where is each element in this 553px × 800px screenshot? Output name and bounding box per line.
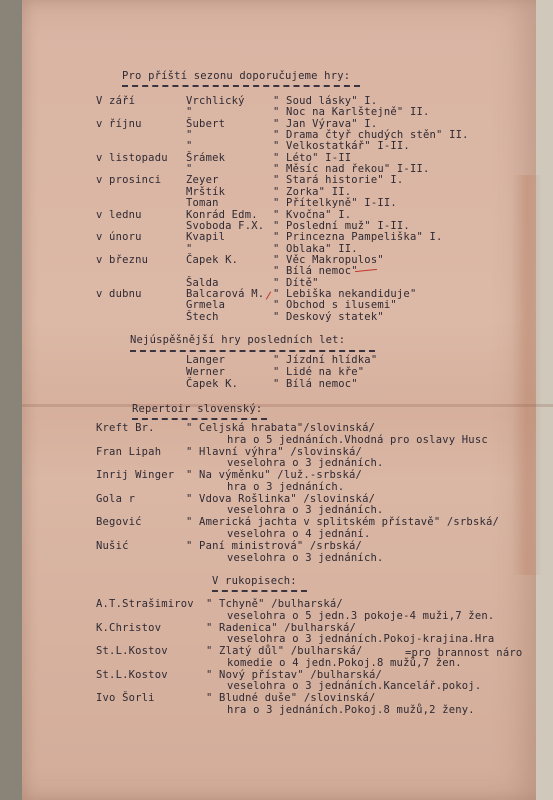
play-author: Šrámek [186, 152, 226, 164]
play-title: " Stará historie" I. [273, 174, 404, 186]
repertoire-author: Begović [96, 516, 142, 528]
repertoire-description: veselohra o 4 jednání. [227, 528, 371, 540]
play-author: Balcarová M. [186, 288, 265, 300]
section-heading: Pro příští sezonu doporučujeme hry: [122, 70, 351, 82]
play-title: " Jan Výrava" I. [273, 118, 378, 130]
manuscript-title: " Radenica" /bulharská/ [206, 622, 356, 634]
play-author: Svoboda F.X. [186, 220, 265, 232]
play-author: " [186, 163, 193, 175]
paper-fold [22, 404, 553, 407]
repertoire-title: " Vdova Rošlinka" /slovinská/ [186, 493, 376, 505]
manuscript-author: St.L.Kostov [96, 645, 168, 657]
play-title: " Soud lásky" I. [273, 95, 378, 107]
repertoire-title: " Celjská hrabata"/slovinská/ [186, 422, 376, 434]
play-title: " Bílá nemoc" [273, 265, 358, 277]
play-title: " Dítě" [273, 277, 319, 289]
play-author: Grmela [186, 299, 226, 311]
play-title: " Deskový statek" [273, 311, 384, 323]
success-title: " Jízdní hlídka" [273, 354, 378, 366]
manuscript-title: " Tchyně" /bulharská/ [206, 598, 343, 610]
manuscript-author: A.T.Strašimirov [96, 598, 194, 610]
play-month: v listopadu [96, 152, 168, 164]
play-author: Šubert [186, 118, 226, 130]
play-author: " [186, 243, 193, 255]
manuscript-description: veselohra o 5 jedn.3 pokoje-4 muži,7 žen. [227, 610, 495, 622]
play-title: " Věc Makropulos" [273, 254, 384, 266]
manuscript-author: Ivo Šorli [96, 692, 155, 704]
play-title: " Přítelkyně" I-II. [273, 197, 397, 209]
play-month: v dubnu [96, 288, 142, 300]
manuscript-description: hra o 3 jednáních.Pokoj.8 mužů,2 ženy. [227, 704, 475, 716]
play-author: Štech [186, 311, 219, 323]
play-author: Kvapil [186, 231, 226, 243]
play-title: " Zorka" II. [273, 186, 352, 198]
repertoire-description: veselohra o 3 jednáních. [227, 457, 384, 469]
manuscript-title: " Zlatý důl" /bulharská/ [206, 645, 363, 657]
play-title: " Obchod s ilusemi" [273, 299, 397, 311]
manuscript-title: " Nový přístav" /bulharská/ [206, 669, 383, 681]
success-title: " Lidé na kře" [273, 366, 365, 378]
success-underline [130, 350, 375, 352]
play-author: " [186, 129, 193, 141]
repertoire-author: Kreft Br. [96, 422, 155, 434]
repertoire-title: " Americká jachta v splitském přístavě" /srbská/ [186, 516, 500, 528]
manuscript-description: komedie o 4 jedn.Pokoj.8 mužů,7 žen. [227, 657, 462, 669]
success-author: Werner [186, 366, 226, 378]
manuscript-description: veselohra o 3 jednáních.Pokoj-krajina.Hra [227, 633, 495, 645]
play-month: v lednu [96, 209, 142, 221]
section-heading: Nejúspěšnější hry posledních let: [130, 334, 346, 346]
success-title: " Bílá nemoc" [273, 378, 358, 390]
repertoire-title: " Paní ministrová" /srbská/ [186, 540, 363, 552]
play-title: " Drama čtyř chudých stěn" II. [273, 129, 469, 141]
repertoire-description: hra o 3 jednáních. [227, 481, 345, 493]
play-month: v březnu [96, 254, 149, 266]
manuscript-title: " Bludné duše" /slovinská/ [206, 692, 376, 704]
play-author: Šalda [186, 277, 219, 289]
success-author: Langer [186, 354, 226, 366]
play-author: " [186, 106, 193, 118]
play-title: " Léto" I-II [273, 152, 352, 164]
play-month: v říjnu [96, 118, 142, 130]
play-author: " [186, 140, 193, 152]
play-title: " Kvočna" I. [273, 209, 352, 221]
play-author: Zeyer [186, 174, 219, 186]
play-author: Vrchlický [186, 95, 245, 107]
play-title: " Lebiška nekandiduje" [273, 288, 417, 300]
slovak-underline [132, 418, 267, 420]
play-author: Konrád Edm. [186, 209, 258, 221]
play-month: v únoru [96, 231, 142, 243]
play-title: " Poslední muž" I-II. [273, 220, 410, 232]
manuscript-description: veselohra o 3 jednáních.Kancelář.pokoj. [227, 680, 482, 692]
play-title: " Měsíc nad řekou" I-II. [273, 163, 430, 175]
play-title: " Princezna Pampeliška" I. [273, 231, 443, 243]
paper-tear [512, 175, 542, 575]
manuscript-author: St.L.Kostov [96, 669, 168, 681]
section-heading: Repertoir slovenský: [132, 403, 263, 415]
repertoire-description: hra o 5 jednáních.Vhodná pro oslavy Husc [227, 434, 488, 446]
repertoire-author: Inrij Winger [96, 469, 175, 481]
play-title: " Noc na Karlštejně" II. [273, 106, 430, 118]
play-title: " Velkostatkář" I-II. [273, 140, 410, 152]
repertoire-description: veselohra o 3 jednáních. [227, 504, 384, 516]
play-title: " Oblaka" II. [273, 243, 358, 255]
section-heading: V rukopisech: [212, 575, 297, 587]
play-month: V září [96, 95, 136, 107]
manuscript-author: K.Christov [96, 622, 162, 634]
play-author: Čapek K. [186, 254, 239, 266]
manuscripts-underline [212, 590, 307, 592]
play-author: Toman [186, 197, 219, 209]
repertoire-title: " Na výměnku" /luž.-srbská/ [186, 469, 363, 481]
repertoire-description: veselohra o 3 jednáních. [227, 552, 384, 564]
repertoire-author: Nušić [96, 540, 129, 552]
success-author: Čapek K. [186, 378, 239, 390]
repertoire-author: Fran Lipah [96, 446, 162, 458]
play-month: v prosinci [96, 174, 162, 186]
repertoire-author: Gola r [96, 493, 136, 505]
play-author: Mrštík [186, 186, 226, 198]
manuscript-note: =pro brannost náro [405, 647, 523, 659]
repertoire-title: " Hlavní výhra" /slovinská/ [186, 446, 363, 458]
heading-underline [122, 85, 360, 87]
